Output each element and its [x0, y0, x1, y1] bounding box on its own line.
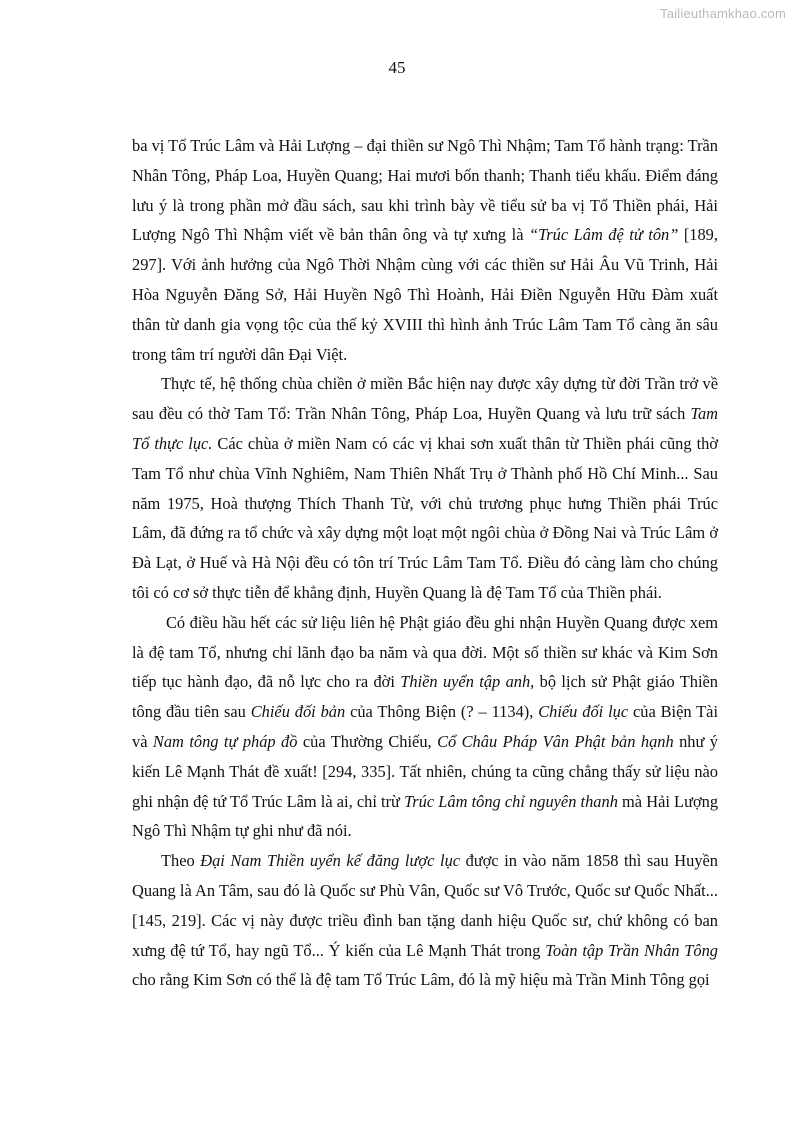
- text-run: Theo: [161, 851, 201, 871]
- text-run: được in vào năm 1858 thì sau Huyền Quang là An Tâm, sau đó là Quốc sư Phù Vân, Quốc sư Vô Trước, Quốc sư Quốc Nhất... [145, 219]. Các vị này được triều đình ban tặng danh hiệu Quốc sư, chứ không có ban xưng đệ tứ Tổ, hay ngũ Tổ... Ý kiến của Lê Mạnh Thát trong: [132, 851, 718, 960]
- text-run: Thực tế, hệ thống chùa chiền ở miền Bắc hiện nay được xây dựng từ đời Trần trở về sau đều có thờ Tam Tổ: Trần Nhân Tông, Pháp Loa, Huyền Quang và lưu trữ sách: [132, 374, 718, 424]
- italic-text-run: Chiếu đối bản: [250, 702, 346, 722]
- text-run: cho rằng Kim Sơn có thể là đệ tam Tổ Trúc Lâm, đó là mỹ hiệu mà Trần Minh Tông gọi: [132, 970, 710, 990]
- text-run: của Biện Tài và: [132, 702, 718, 751]
- italic-text-run: Trúc Lâm tông chỉ nguyên thanh: [404, 791, 618, 811]
- italic-text-run: Toàn tập Trần Nhân Tông: [545, 940, 719, 960]
- text-run: mà Hải Lượng Ngô Thì Nhậm tự ghi như đã nói.: [132, 791, 719, 841]
- italic-text-run: “Trúc Lâm đệ tử tôn”: [528, 225, 679, 245]
- page-number: 45: [388, 58, 406, 77]
- text-run: của Thường Chiếu,: [297, 731, 438, 751]
- italic-text-run: Nam tông tự pháp đồ: [152, 731, 298, 751]
- document-body: [132, 131, 718, 995]
- italic-text-run: Đại Nam Thiền uyển kế đăng lược lục: [200, 851, 461, 871]
- text-run: Có điều hầu hết các sử liệu liên hệ Phật giáo đều ghi nhận Huyền Quang được xem là đệ tam Tổ, nhưng chỉ lãnh đạo ba năm và qua đời. Một số thiền sư khác và Kim Sơn tiếp tục hành đạo, đã nỗ lực cho ra đời: [132, 612, 718, 692]
- italic-text-run: Chiếu đối lục: [538, 702, 629, 722]
- text-run: Các chùa ở miền Nam có các vị khai sơn xuất thân từ Thiền phái cũng thờ Tam Tổ như chùa Vĩnh Nghiêm, Nam Thiên Nhất Trụ ở Thành phố Hồ Chí Minh... Sau năm 1975, Hoà thượng Thích Thanh Từ, với chủ trương phục hưng Thiền phái Trúc Lâm, đã đứng ra tổ chức và xây dựng một loạt một ngôi chùa ở Đồng Nai và Trúc Lâm ở Đà Lạt, ở Huế và Hà Nội đều có tôn trí Trúc Lâm Tam Tổ. Điều đó càng làm cho chúng tôi có cơ sở thực tiễn để khẳng định, Huyền Quang là đệ Tam Tổ của Thiền phái.: [132, 433, 718, 602]
- text-run: [189, 297]. Với ảnh hưởng của Ngô Thời Nhậm cùng với các thiền sư Hải Âu Vũ Trinh, Hải Hòa Nguyễn Đăng Sở, Hải Huyền Ngô Thì Hoành, Hải Điền Nguyễn Hữu Đàm xuất thân từ danh gia vọng tộc của thế kỷ XVIII thì hình ảnh Trúc Lâm Tam Tổ càng ăn sâu trong tâm trí người dân Đại Việt.: [132, 225, 718, 364]
- text-run: như ý kiến Lê Mạnh Thát đề xuất! [294, 335]. Tất nhiên, chúng ta cũng chẳng thấy sử liệu nào ghi nhận đệ tứ Tổ Trúc Lâm là ai, chỉ trừ: [132, 731, 718, 811]
- paragraph: [132, 131, 718, 369]
- italic-text-run: Cổ Châu Pháp Vân Phật bản hạnh: [437, 731, 674, 751]
- italic-text-run: Tam Tổ thực lục.: [132, 404, 718, 453]
- watermark-text: Tailieuthamkhao.com: [660, 6, 786, 21]
- paragraph: [132, 608, 718, 846]
- paragraph: [132, 369, 718, 607]
- paragraph: [132, 846, 718, 995]
- text-run: ba vị Tổ Trúc Lâm và Hải Lượng – đại thiền sư Ngô Thì Nhậm; Tam Tổ hành trạng: Trần Nhân Tông, Pháp Loa, Huyền Quang; Hai mươi bốn thanh; Thanh tiểu khấu. Điểm đáng lưu ý là trong phần mở đầu sách, sau khi trình bày về tiểu sử ba vị Tổ Thiền phái, Hải Lượng Ngô Thì Nhậm viết về bản thân ông và tự xưng là: [132, 136, 718, 245]
- text-run: bộ lịch sử Phật giáo Thiền tông đầu tiên sau: [132, 672, 718, 722]
- italic-text-run: Thiền uyển tập anh,: [400, 672, 535, 692]
- text-run: của Thông Biện (? – 1134),: [345, 702, 539, 722]
